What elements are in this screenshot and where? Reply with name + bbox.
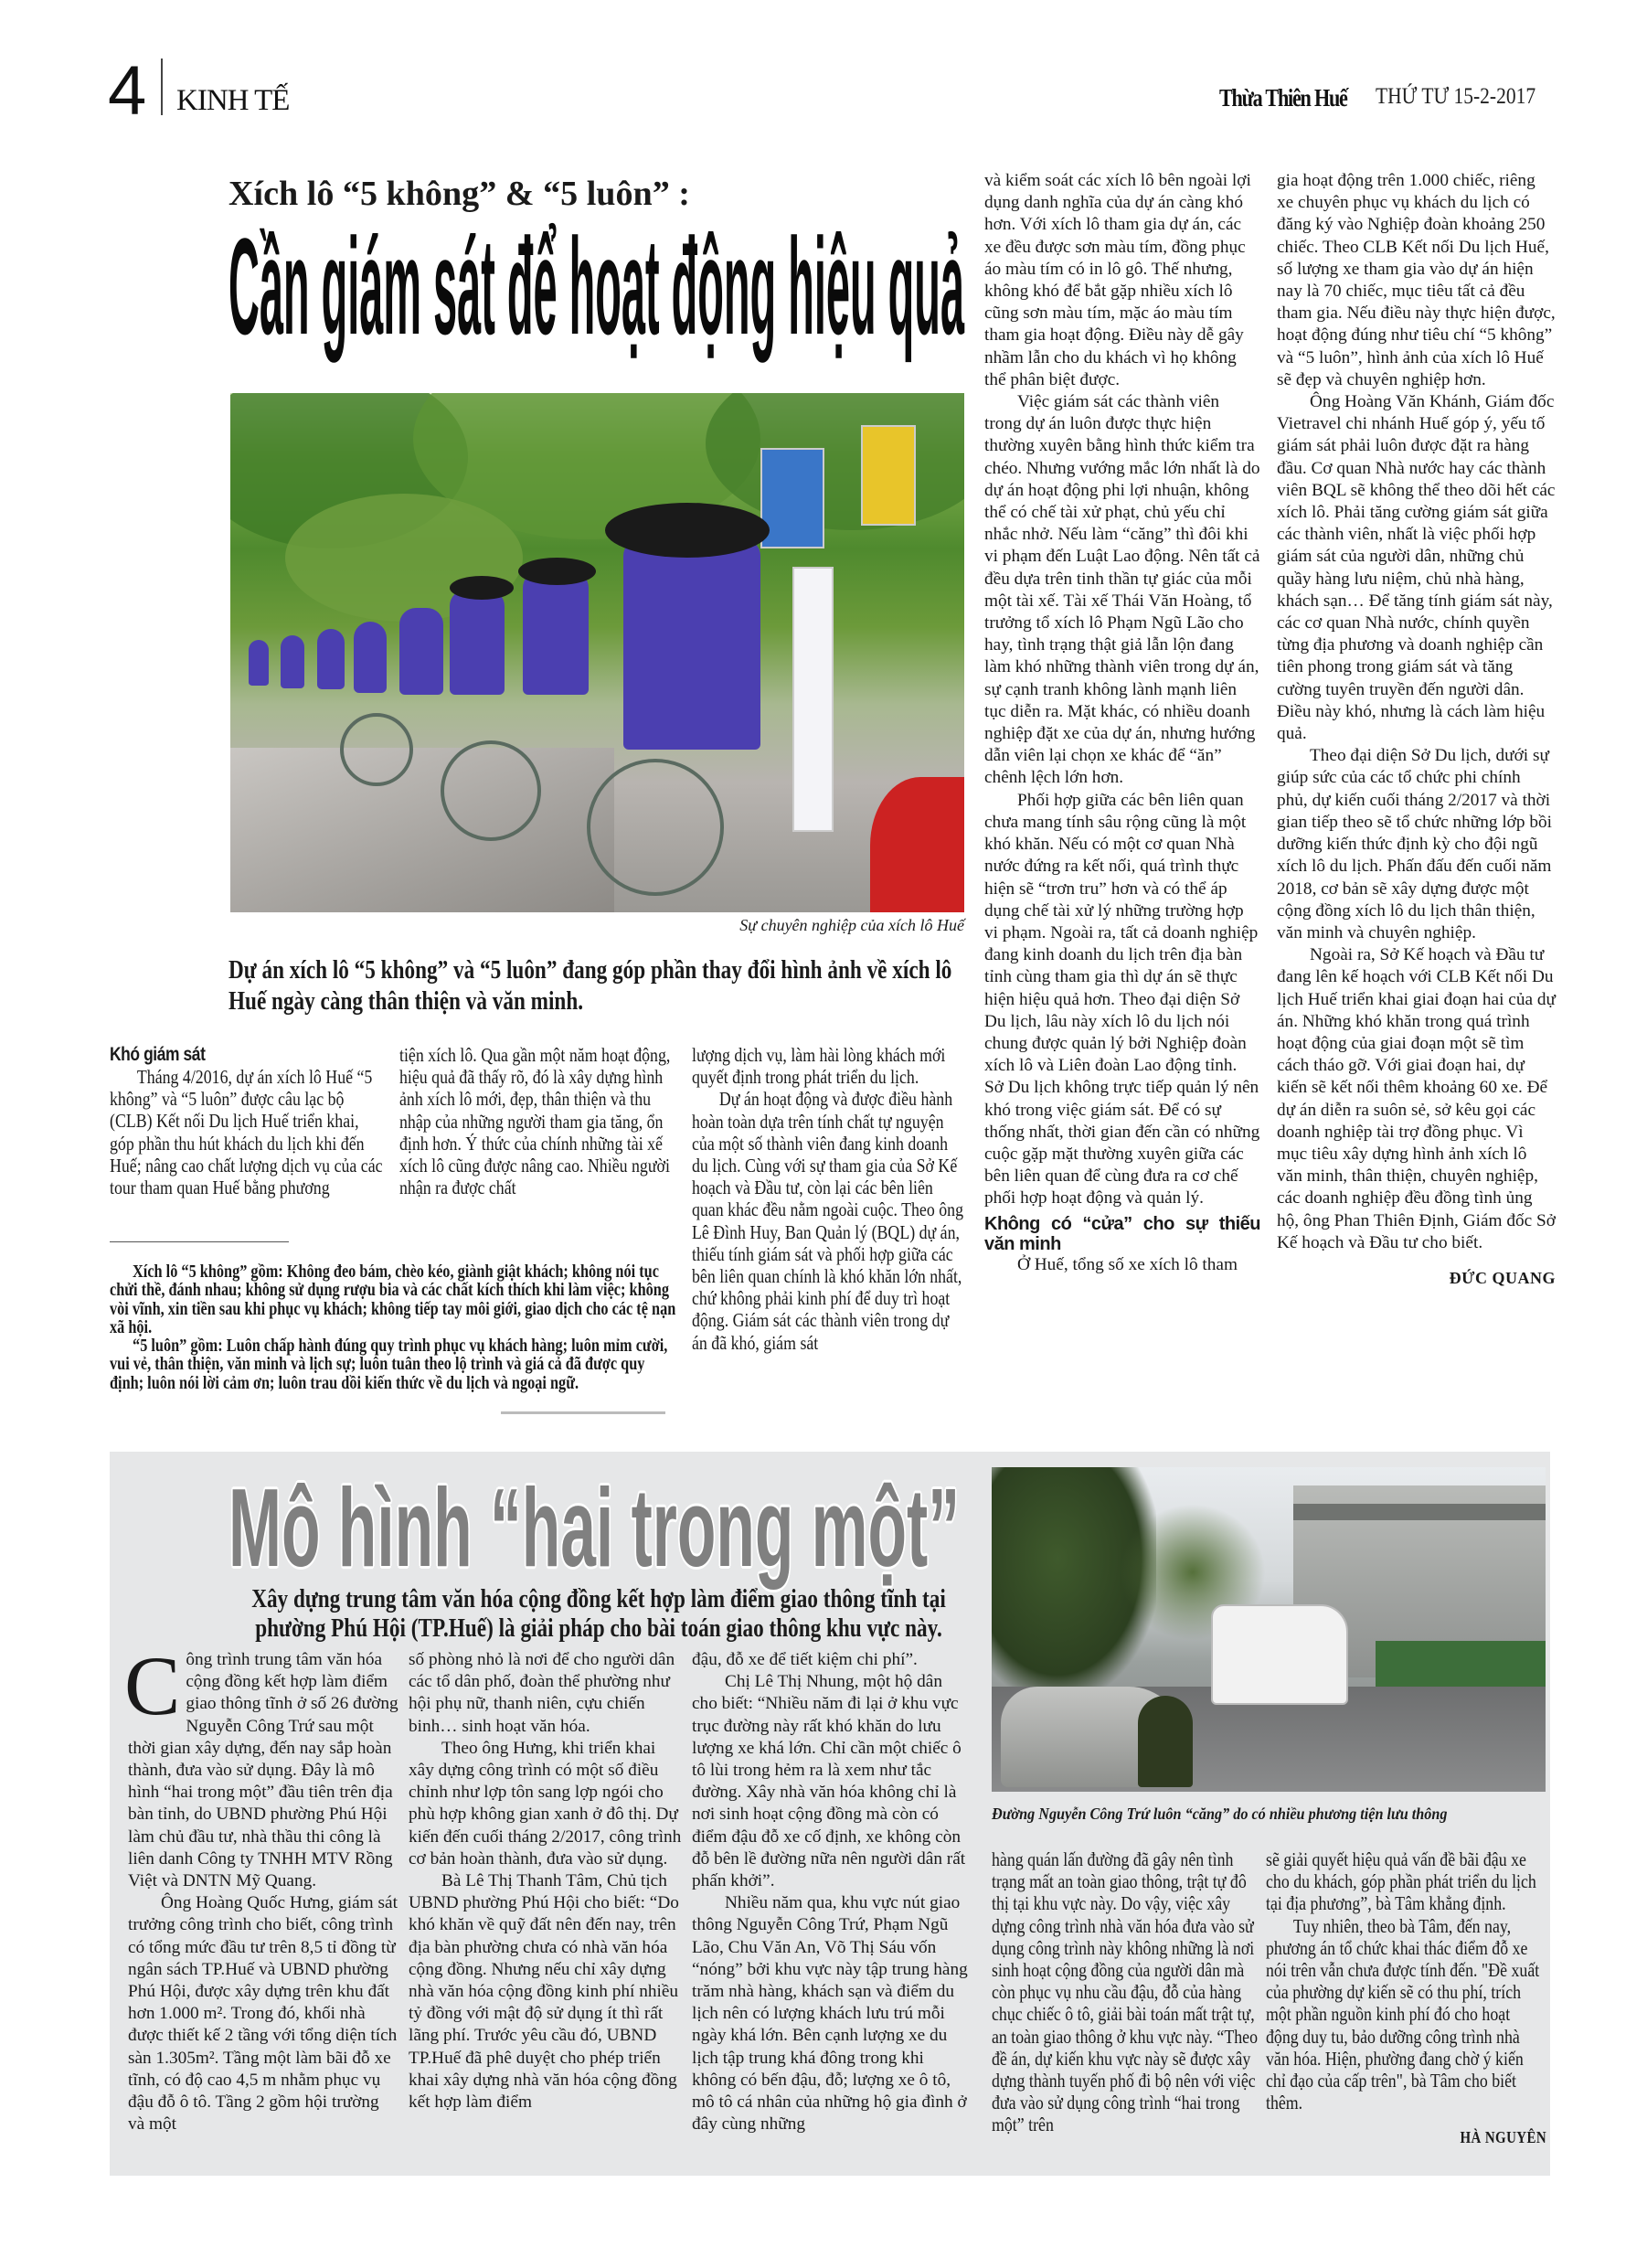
rider [317,629,345,689]
rider [249,640,269,686]
hat [518,558,596,585]
box-end-divider [501,1411,665,1414]
headline-text: Cần giám sát để hoạt động hiệu quả [228,209,964,363]
paragraph: Tháng 4/2016, dự án xích lô Huế “5 không” và “5 luôn” được câu lạc bộ (CLB) Kết nối Du lịch Huế triển khai, góp phần thu hút khách du lịch khi đến Huế; nâng cao chất lượng dịch vụ của các tour tham quan Huế bằng phương [110,1066,383,1199]
page-number: 4 [108,52,147,130]
five-rules-box [110,1263,681,1393]
paragraph: hàng quán lấn đường đã gây nên tình trạng mất an toàn giao thông, trật tự đô thị tại khu vực này. Do vậy, việc xây dựng công trình nhà văn hóa đưa vào sử dụng công trình này không những là nơi sinh hoạt cộng đồng của người dân mà còn phục vụ nhu cầu đậu, đỗ của hàng chục chiếc ô tô, giải bài toán mất trật tự, an toàn giao thông ở khu vực này. “Theo đề án, dự kiến khu vực này sẽ được xây dựng thành tuyến phố đi bộ nên với việc đưa vào sử dụng công trình “hai trong một” trên [992,1848,1259,2136]
building-roof [1293,1504,1546,1520]
drop-cap: C [124,1639,181,1732]
paragraph: lượng dịch vụ, làm hài lòng khách mới quyết định trong phát triển du lịch. [692,1044,946,1089]
article2-column-4 [992,1848,1259,2136]
hat [605,503,770,558]
article2-column-3 [692,1649,968,2135]
header-divider [161,59,163,115]
article2-column-5 [1266,1848,1546,2149]
paragraph: Ông Hoàng Văn Khánh, Giám đốc Vietravel chi nhánh Huế góp ý, yếu tố giám sát phải luôn được đặt ra hàng đầu. Cơ quan Nhà nước hay các thành viên BQL sẽ không thể theo dõi hết các xích lô. Phải tăng cường giám sát giữa các thành viên, nhất là việc phối hợp giám sát của người dân, những chủ quầy hàng lưu niệm, chủ nhà hàng, khách sạn… Để tăng tính giám sát này, các cơ quan Nhà nước, chính quyền từng địa phương và doanh nghiệp cần tiên phong trong giám sát và tăng cường tuyên truyền đến người dân. Điều này khó, nhưng là cách làm hiệu quả. [1277,392,1556,744]
author-byline: ĐỨC QUANG [1449,1268,1556,1287]
article1-column-5 [1277,170,1556,1289]
rider [354,622,387,693]
five-always-rules: “5 luôn” gồm: Luôn chấp hành đúng quy trình phục vụ khách hàng; luôn mỉm cười, vui vẻ, thân thiện, văn minh và lịch sự; luôn tuân theo lộ trình và giá cả đã được quy định; luôn nói lời cảm ơn; luôn trau dồi kiến thức về du lịch và ngoại ngữ. [110,1336,668,1393]
paragraph: Chị Lê Thị Nhung, một hộ dân cho biết: “Nhiều năm đi lại ở khu vực trục đường này rất khó khăn do lưu lượng xe khá lớn. Chỉ cần một chiếc ô tô lùi trong hẻm ra là xem như tắc đường. Xây nhà văn hóa không chỉ là nơi sinh hoạt cộng đồng mà còn có điểm đậu đỗ xe cố định, xe không còn đỗ bên lề đường nữa nên người dân rất phấn khởi”. [692,1672,966,1891]
red-object [870,777,964,912]
cyclo-wheel [441,740,541,841]
photo1-caption: Sự chuyên nghiệp của xích lô Huế [739,916,964,934]
paragraph: Theo ông Hưng, khi triển khai xây dựng công trình có một số điều chỉnh như lợp tôn sang lợp ngói cho phù hợp không gian xanh ở đô thị. Dự kiến đến cuối tháng 2/2017, công trình cơ bản hoàn thành, đưa vào sử dụng. [409,1738,682,1869]
photo2-caption: Đường Nguyễn Công Trứ luôn “căng” do có nhiều phương tiện lưu thông [992,1805,1448,1823]
article1-kicker [228,174,690,214]
kicker-text: Xích lô “5 không” & “5 luôn” : [228,175,690,213]
author-byline: HÀ NGUYÊN [1460,2128,1547,2147]
article1-lead: Dự án xích lô “5 không” và “5 luôn” đang góp phần thay đổi hình ảnh về xích lô Huế ngày càng thân thiện và văn minh. [228,955,952,1016]
billboard [861,425,916,526]
article2-lead: Xây dựng trung tâm văn hóa cộng đồng kết hợp làm điểm giao thông tĩnh tại phường Phú Hội (TP.Huế) là giải pháp cho bài toán giao thông khu vực này. [251,1584,946,1643]
five-no-rules: Xích lô “5 không” gồm: Không đeo bám, chèo kéo, giành giật khách; không nói tục chửi thề, đánh nhau; không sử dụng rượu bia và các chất kích thích khi làm việc; không vòi vĩnh, xin tiền sau khi phục vụ khách; không tiếp tay môi giới, giao dịch cho các tệ nạn xã hội. [110,1262,676,1337]
white-van [1211,1604,1348,1705]
paragraph: tiện xích lô. Qua gần một năm hoạt động, hiệu quả đã thấy rõ, đó là xây dựng hình ảnh xích lô mới, đẹp, thân thiện và thu nhập của những người tham gia tăng, ổn định hơn. Ý thức của chính những tài xế xích lô cũng được nâng cao. Nhiều người nhận ra được chất [399,1044,671,1199]
billboard [760,448,824,548]
rider [399,608,443,695]
paragraph: Việc giám sát các thành viên trong dự án luôn được thực hiện thường xuyên bằng hình thức kiểm tra chéo. Nhưng vướng mắc lớn nhất là do dự án hoạt động phi lợi nhuận, không thể có chế tài xử phạt, chủ yếu chỉ nhắc nhở. Nếu làm “căng” thì đôi khi vi phạm đến Luật Lao động. Nên tất cả đều dựa trên tinh thần tự giác của mỗi một tài xế. Tài xế Thái Văn Hoàng, tổ trưởng tổ xích lô Phạm Ngũ Lão cho hay, tình trạng thật giả lẫn lộn đang làm khó những thành viên trong dự án, sự cạnh tranh không lành mạnh liên tục diễn ra. Mặt khác, có nhiều doanh nghiệp đặt xe của dự án, nhưng hướng dẫn viên lại chọn xe khác để “ăn” chênh lệch lớn hơn. [984,392,1260,788]
paragraph: và kiểm soát các xích lô bên ngoài lợi dụng danh nghĩa của dự án càng khó hơn. Với xích lô tham gia dự án, các xe đều được sơn màu tím, đồng phục áo màu tím có in lô gô. Thế nhưng, không khó để bắt gặp nhiều xích lô cũng sơn màu tím, mặc áo màu tím tham gia hoạt động. Điều này dễ gây nhầm lẫn cho du khách vì họ không thể phân biệt được. [984,171,1251,389]
newspaper-name: Thừa Thiên Huế [1219,84,1347,112]
street-photo [992,1467,1546,1792]
paragraph [124,1639,398,1892]
paragraph: Nhiều năm qua, khu vực nút giao thông Nguyễn Công Trứ, Phạm Ngũ Lão, Chu Văn An, Võ Thị Sáu vốn “nóng” bởi khu vực này tập trung hàng trăm nhà hàng, khách sạn và điểm du lịch nên có lượng khách lưu trú mỗi ngày khá lớn. Bên cạnh lượng xe du lịch tập trung khá đông trong khi không có bến đậu, đỗ; lượng xe ô tô, mô tô cá nhân của những hộ gia đình ở đây cùng những [692,1893,968,2135]
road [230,748,614,912]
article2-headline [228,1465,960,1590]
article1-column-1 [110,1044,384,1198]
rider [450,590,505,695]
paragraph: đậu, đỗ xe để tiết kiệm chi phí”. [692,1650,918,1669]
article2-column-2 [409,1649,683,2114]
article1-column-3 [692,1044,966,1354]
article1-column-4 [984,170,1260,1276]
paragraph: số phòng nhỏ là nơi để cho người dân các tổ dân phố, đoàn thể phường như hội phụ nữ, thanh niên, cựu chiến binh… sinh hoạt văn hóa. [409,1650,675,1736]
paragraph: Bà Lê Thị Thanh Tâm, Chủ tịch UBND phường Phú Hội cho biết: “Do khó khăn về quỹ đất nên đến nay, trên địa bàn phường chưa có nhà văn hóa cộng đồng. Nhưng nếu chỉ xây dựng nhà văn hóa cộng đồng kinh phí nhiều tỷ đồng với mật độ sử dụng ít thì rất lãng phí. Trước yêu cầu đó, UBND TP.Huế đã phê duyệt cho phép triển khai xây dựng nhà văn hóa cộng đồng kết hợp làm điểm [409,1871,679,2113]
paragraph: Theo đại diện Sở Du lịch, dưới sự giúp sức của các tổ chức phi chính phủ, dự kiến cuối tháng 2/2017 và thời gian tiếp theo sẽ tổ chức những lớp bồi dưỡng kiến thức định kỳ cho đội ngũ xích lô du lịch. Phấn đấu đến cuối năm 2018, cơ bản sẽ xây dựng được một cộng đồng xích lô du lịch thân thiện, văn minh và chuyên nghiệp. [1277,746,1552,942]
paragraph: Dự án hoạt động và được điều hành hoàn toàn dựa trên tính chất tự nguyện của một số thành viên đang kinh doanh du lịch. Cùng với sự tham gia của Sở Kế hoạch và Đầu tư, còn lại các bên liên quan khác đều nằm ngoài cuộc. Theo ông Lê Đình Huy, Ban Quản lý (BQL) dự án, thiếu tính giám sát và phối hợp giữa các bên liên quan chính là khó khăn lớn nhất, chứ không phải kinh phí để duy trì hoạt động. Giám sát các thành viên trong dự án đã khó, giám sát [692,1088,963,1354]
article2-column-1 [124,1639,398,2135]
paragraph: Ông Hoàng Quốc Hưng, giám sát trưởng công trình cho biết, công trình có tổng mức đầu tư trên 8,5 tỉ đồng từ ngân sách TP.Huế và UBND phường Phú Hội, được xây dựng trên khu đất hơn 1.000 m². Trong đó, khối nhà được thiết kế 2 tầng với tổng diện tích sàn 1.305m². Tầng một làm bãi đỗ xe tĩnh, có độ cao 4,5 m nhằm phục vụ đậu đỗ ô tô. Tầng 2 gồm hội trường và một [128,1893,398,2135]
paragraph: sẽ giải quyết hiệu quả vấn đề bãi đậu xe cho du khách, góp phần phát triển du lịch tại địa phương”, bà Tâm khẳng định. [1266,1848,1536,1915]
article1-column-2 [399,1044,678,1198]
banner [792,567,834,832]
rider [523,571,589,695]
section-title: KINH TẾ [176,84,290,117]
article1-headline [228,209,964,364]
paragraph: Ngoài ra, Sở Kế hoạch và Đầu tư đang lên kế hoạch với CLB Kết nối Du lịch Huế triển khai giai đoạn hai của dự án. Những khó khăn trong quá trình hoạt động của giai đoạn một sẽ tìm cách tháo gỡ. Với giai đoạn hai, dự kiến sẽ kết nối thêm khoảng 60 xe. Để dự án diễn ra suôn sẻ, sở kêu gọi các doanh nghiệp tài trợ đồng phục. Vì mục tiêu xây dựng hình ảnh xích lô văn minh, thân thiện, chuyên nghiệp, các doanh nghiệp đều đồng tình ủng hộ, ông Phan Thiên Định, Giám đốc Sở Kế hoạch và Đầu tư cho biết. [1277,945,1556,1252]
box-divider [110,1241,289,1242]
paragraph: Tuy nhiên, theo bà Tâm, đến nay, phương án tổ chức khai thác điểm đỗ xe nói trên vẫn chưa được tính đến. "Đề xuất của phường dự kiến sẽ có thu phí, trích một phần nguồn kinh phí đó cho hoạt động duy tu, bảo dưỡng công trình nhà văn hóa. Hiện, phường đang chờ ý kiến chỉ đạo của cấp trên", bà Tâm cho biết thêm. [1266,1914,1540,2114]
cyclo-wheel [587,759,724,896]
headline-text: Mô hình “hai trong một” [228,1465,960,1590]
subheading: Khó giám sát [110,1044,206,1065]
issue-date: THỨ TƯ 15-2-2017 [1376,84,1536,109]
paragraph-text: ông trình trung tâm văn hóa cộng đồng kết hợp làm điểm giao thông tĩnh ở số 26 đường Nguyễn Công Trứ sau một thời gian xây dựng, đến nay sắp hoàn thành, đưa vào sử dụng. Đây là mô hình “hai trong một” đầu tiên trên địa bàn tỉnh, do UBND phường Phú Hội làm chủ đầu tư, nhà thầu thi công là liên danh Công ty TNHH MTV Rồng Việt và DNTN Mỹ Quang. [128,1650,398,1891]
motorbike-rider [1138,1696,1193,1787]
paragraph: gia hoạt động trên 1.000 chiếc, riêng xe chuyên phục vụ khách du lịch có đăng ký vào Nghiệp đoàn khoảng 250 chiếc. Theo CLB Kết nối Du lịch Huế, số lượng xe tham gia vào dự án hiện nay là 70 chiếc, mục tiêu tất cả đều tham gia. Nếu điều này thực hiện được, hoạt động đúng như tiêu chí “5 không” và “5 luôn”, hình ảnh của xích lô Huế sẽ đẹp và chuyên nghiệp hơn. [1277,171,1556,389]
rider [623,539,760,750]
cyclo-drivers-photo [230,393,964,912]
hat [450,576,514,600]
cyclo-wheel [340,713,413,786]
paragraph: Phối hợp giữa các bên liên quan chưa mang tính sâu rộng cũng là một khó khăn. Nếu có một cơ quan Nhà nước đứng ra kết nối, quá trình thực hiện sẽ “trơn tru” hơn và có thể áp dụng chế tài xử lý những trường hợp vi phạm. Ngoài ra, tất cả doanh nghiệp đang kinh doanh du lịch trên địa bàn tỉnh cùng tham gia thì dự án sẽ thực hiện hiệu quả hơn. Theo đại diện Sở Du lịch, lâu này xích lô du lịch nói chung được quản lý bởi Nghiệp đoàn xích lô và Liên đoàn Lao động tỉnh. Sở Du lịch không trực tiếp quản lý nên khó trong việc giám sát. Để có sự thống nhất, thời gian đến cần có những cuộc gặp mặt thường xuyên giữa các bên liên quan để cùng đưa ra cơ chế phối hợp hoạt động và quản lý. [984,790,1260,1209]
rider [281,635,304,688]
subheading: Không có “cửa” cho sự thiếu văn minh [984,1213,1260,1254]
paragraph: Ở Huế, tổng số xe xích lô tham [1017,1254,1238,1274]
